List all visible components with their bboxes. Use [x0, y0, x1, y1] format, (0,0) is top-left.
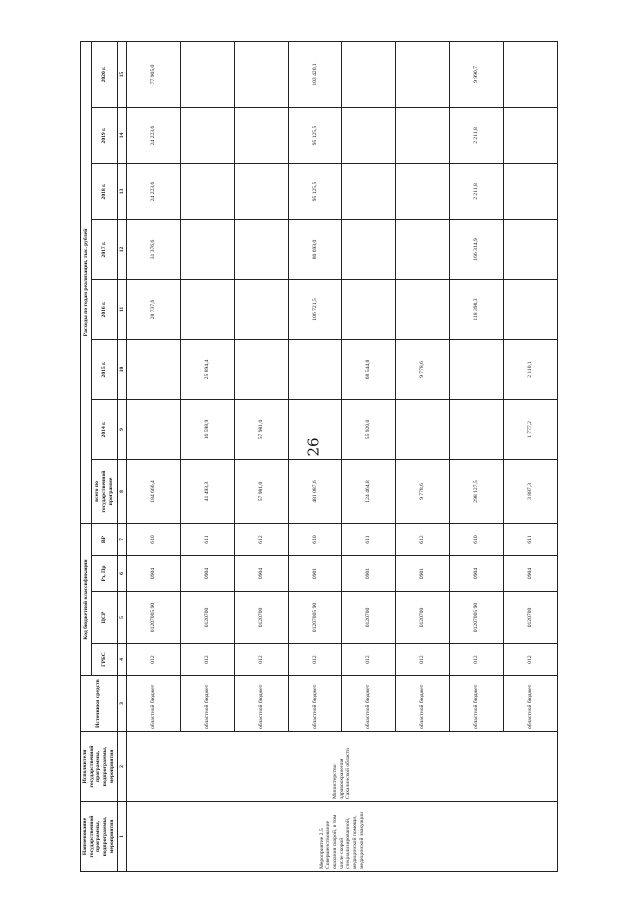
cell-total: 481 087,6 — [288, 460, 342, 524]
cell-y2016: 28 737,6 — [127, 280, 181, 340]
executor-name: Министерство здравоохранения Сахалинской области — [127, 732, 557, 802]
cell-total: 57 981,0 — [234, 460, 288, 524]
cell-y2016: 106 721,5 — [288, 280, 342, 340]
cell-y2014: 1 777,2 — [503, 400, 557, 460]
column-number: 15 — [117, 41, 127, 107]
cell-y2015: 2 110,1 — [503, 340, 557, 400]
cell-vr: 610 — [288, 524, 342, 556]
cell-y2016 — [342, 280, 396, 340]
header-year: 2016 г. — [91, 280, 117, 340]
cell-rzpr: 0904 — [503, 556, 557, 592]
cell-csr: 0120700 — [234, 592, 288, 644]
cell-source: областной бюджет — [234, 676, 288, 732]
column-number: 1 — [117, 802, 127, 872]
cell-grbs: 012 — [396, 644, 450, 676]
column-number: 4 — [117, 644, 127, 676]
header-total: всего по государственной программе — [91, 460, 117, 524]
cell-grbs: 012 — [181, 644, 235, 676]
cell-grbs: 012 — [503, 644, 557, 676]
header-year: 2020 г. — [91, 41, 117, 107]
cell-source: областной бюджет — [181, 676, 235, 732]
cell-source: областной бюджет — [396, 676, 450, 732]
cell-y2018 — [503, 164, 557, 220]
cell-y2017 — [234, 220, 288, 280]
column-number: 12 — [117, 220, 127, 280]
cell-y2014 — [450, 400, 504, 460]
cell-total: 298 127,5 — [450, 460, 504, 524]
column-number: 2 — [117, 732, 127, 802]
cell-rzpr: 0904 — [234, 556, 288, 592]
cell-y2017 — [181, 220, 235, 280]
cell-y2018: 24 223,6 — [127, 164, 181, 220]
cell-vr: 610 — [450, 524, 504, 556]
cell-y2020: 9 990,7 — [450, 41, 504, 107]
header-year: 2015 г. — [91, 340, 117, 400]
cell-vr: 610 — [127, 524, 181, 556]
cell-y2018 — [181, 164, 235, 220]
cell-y2015 — [127, 340, 181, 400]
table-row — [127, 41, 181, 871]
cell-y2020 — [342, 41, 396, 107]
cell-y2017: 166 314,9 — [450, 220, 504, 280]
cell-vr: 611 — [181, 524, 235, 556]
cell-source: областной бюджет — [127, 676, 181, 732]
column-number: 3 — [117, 676, 127, 732]
cell-y2017 — [396, 220, 450, 280]
column-number: 7 — [117, 524, 127, 556]
cell-y2019: 95 125,5 — [288, 108, 342, 164]
cell-y2014 — [396, 400, 450, 460]
cell-y2017 — [503, 220, 557, 280]
cell-y2015: 68 544,8 — [342, 340, 396, 400]
cell-csr: 0120700 — [181, 592, 235, 644]
cell-total: 9 778,6 — [396, 460, 450, 524]
cell-rzpr: 0904 — [127, 556, 181, 592]
cell-csr: 01207005 90 — [450, 592, 504, 644]
expenses-table — [80, 41, 558, 872]
cell-y2015 — [234, 340, 288, 400]
cell-source: областной бюджет — [342, 676, 396, 732]
cell-y2020: 77 905,0 — [127, 41, 181, 107]
cell-y2014: 16 598,9 — [181, 400, 235, 460]
cell-y2018 — [342, 164, 396, 220]
cell-y2020 — [503, 41, 557, 107]
cell-rzpr: 0901 — [342, 556, 396, 592]
header-name: Наименование государственной программы, подпрограммы, мероприятия — [81, 802, 118, 872]
measure-name: Мероприятие 2.5 Совершенствование оказания скорой, в том числе скорой специализированной, медицинской помощи, медицинской эвакуации — [127, 802, 557, 872]
cell-vr: 612 — [234, 524, 288, 556]
cell-y2016 — [503, 280, 557, 340]
cell-y2016: 118 398,3 — [450, 280, 504, 340]
cell-y2019: 24 223,6 — [127, 108, 181, 164]
cell-y2017 — [342, 220, 396, 280]
header-year: 2018 г. — [91, 164, 117, 220]
cell-csr: 01207005 90 — [127, 592, 181, 644]
cell-csr: 0120700 — [396, 592, 450, 644]
cell-y2015: 9 778,6 — [396, 340, 450, 400]
cell-rzpr: 0904 — [450, 556, 504, 592]
cell-vr: 612 — [396, 524, 450, 556]
cell-y2015: 25 894,4 — [181, 340, 235, 400]
cell-y2020 — [396, 41, 450, 107]
cell-source: областной бюджет — [503, 676, 557, 732]
header-expenses: Расходы по годам реализации, тыс. рублей — [81, 41, 92, 523]
header-source: Источники средств — [81, 676, 118, 732]
cell-y2019 — [503, 108, 557, 164]
cell-y2014 — [127, 400, 181, 460]
cell-grbs: 012 — [127, 644, 181, 676]
cell-y2020 — [181, 41, 235, 107]
cell-y2014: 55 920,0 — [342, 400, 396, 460]
header-grbs: ГРБС — [91, 644, 117, 676]
cell-y2020 — [234, 41, 288, 107]
column-number: 8 — [117, 460, 127, 524]
cell-y2017: 31 376,6 — [127, 220, 181, 280]
column-number: 9 — [117, 400, 127, 460]
cell-y2018 — [396, 164, 450, 220]
column-number: 11 — [117, 280, 127, 340]
header-year: 2017 г. — [91, 220, 117, 280]
cell-vr: 611 — [342, 524, 396, 556]
cell-source: областной бюджет — [288, 676, 342, 732]
header-year: 2014 г. — [91, 400, 117, 460]
header-vr: ВР — [91, 524, 117, 556]
cell-y2019 — [396, 108, 450, 164]
cell-y2019 — [342, 108, 396, 164]
page-number: 26 — [304, 437, 323, 457]
cell-y2014: 57 981,0 — [234, 400, 288, 460]
cell-y2019 — [234, 108, 288, 164]
column-number: 5 — [117, 592, 127, 644]
cell-rzpr: 0901 — [396, 556, 450, 592]
cell-source: областной бюджет — [450, 676, 504, 732]
cell-y2015 — [288, 340, 342, 400]
cell-csr: 0120700 — [342, 592, 396, 644]
cell-grbs: 012 — [450, 644, 504, 676]
cell-y2019: 2 211,8 — [450, 108, 504, 164]
cell-vr: 611 — [503, 524, 557, 556]
column-number: 14 — [117, 108, 127, 164]
header-year: 2019 г. — [91, 108, 117, 164]
header-rzpr: Рз, Пр — [91, 556, 117, 592]
cell-y2016 — [181, 280, 235, 340]
header-csr: ЦСР — [91, 592, 117, 644]
cell-grbs: 012 — [288, 644, 342, 676]
column-number: 10 — [117, 340, 127, 400]
column-number: 13 — [117, 164, 127, 220]
cell-y2014 — [288, 400, 342, 460]
column-number: 6 — [117, 556, 127, 592]
cell-csr: 01207005 90 — [288, 592, 342, 644]
cell-y2016 — [234, 280, 288, 340]
header-executor: Исполнители государственной программы, подпрограммы, мероприятия — [81, 732, 118, 802]
cell-grbs: 012 — [234, 644, 288, 676]
cell-csr: 0120700 — [503, 592, 557, 644]
cell-rzpr: 0901 — [288, 556, 342, 592]
cell-y2017: 80 693,0 — [288, 220, 342, 280]
cell-y2018: 2 211,8 — [450, 164, 504, 220]
cell-grbs: 012 — [342, 644, 396, 676]
cell-rzpr: 0904 — [181, 556, 235, 592]
cell-y2016 — [396, 280, 450, 340]
cell-y2015 — [450, 340, 504, 400]
cell-total: 184 666,4 — [127, 460, 181, 524]
cell-total: 41 493,3 — [181, 460, 235, 524]
cell-total: 124 464,8 — [342, 460, 396, 524]
cell-total: 3 887,3 — [503, 460, 557, 524]
rotated-page — [80, 42, 554, 872]
cell-y2020: 103 420,1 — [288, 41, 342, 107]
cell-y2019 — [181, 108, 235, 164]
cell-y2018: 95 125,5 — [288, 164, 342, 220]
cell-y2018 — [234, 164, 288, 220]
header-kbk: Код бюджетной классификации — [81, 524, 92, 676]
